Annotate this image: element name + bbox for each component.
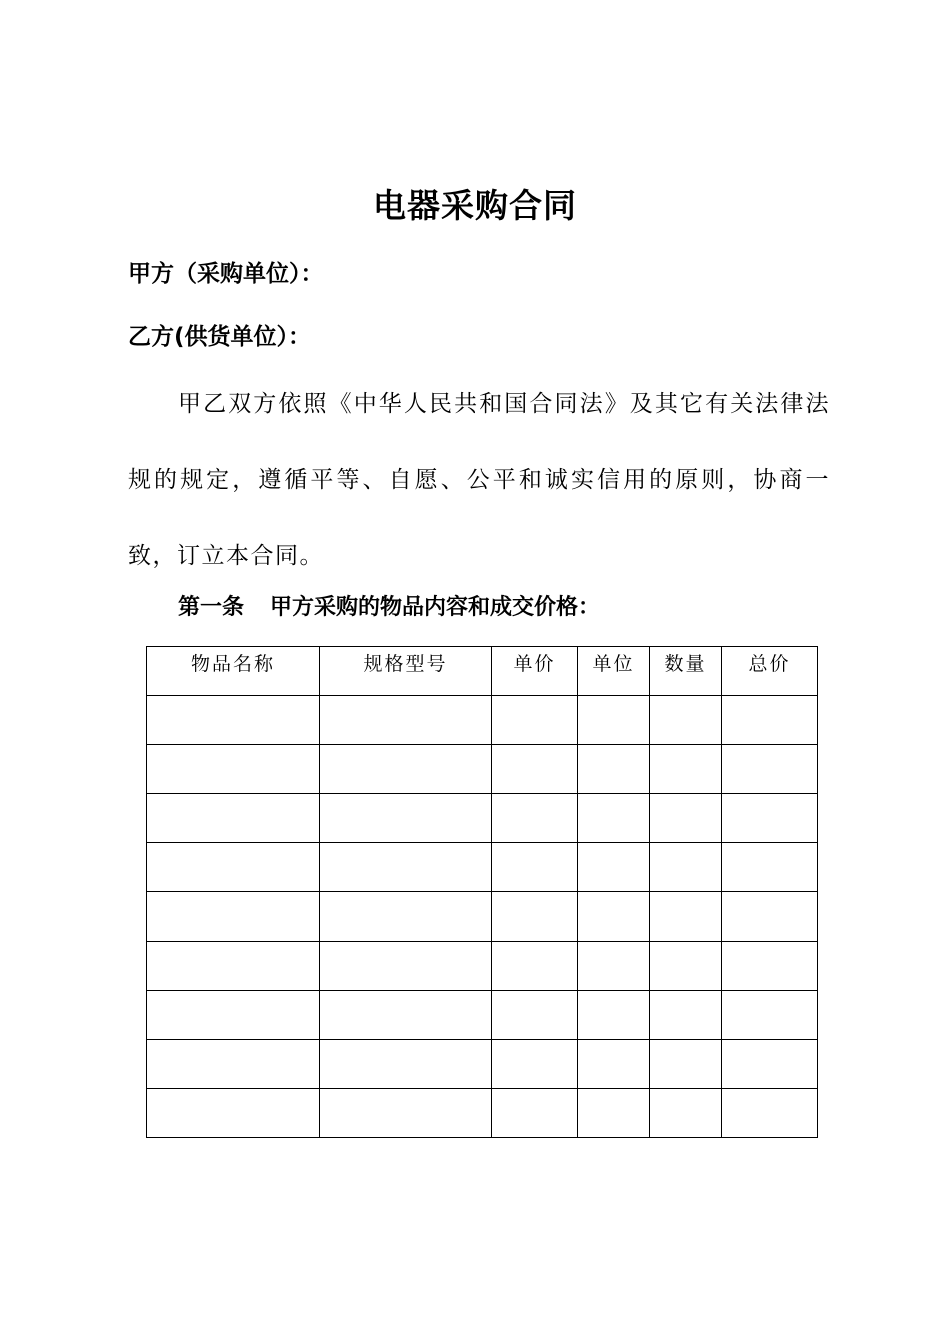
quantity-cell [650, 1088, 722, 1137]
spec-model-cell [320, 1039, 492, 1088]
total-price-cell [722, 1039, 818, 1088]
table-row [147, 843, 818, 892]
article-1-title: 甲方采购的物品内容和成交价格： [270, 595, 601, 620]
items-table [146, 646, 818, 1138]
unit-cell [578, 892, 650, 941]
quantity-cell [650, 941, 722, 990]
table-row [147, 941, 818, 990]
spec-model-cell [320, 990, 492, 1039]
quantity-cell [650, 745, 722, 794]
item-name-cell [147, 941, 320, 990]
total-price-cell [722, 794, 818, 843]
unit-price-cell [492, 892, 578, 941]
quantity-cell [650, 990, 722, 1039]
party-a-label: 甲方（采购单位）： [128, 261, 324, 287]
table-row [147, 990, 818, 1039]
item-name-cell [147, 990, 320, 1039]
item-name-cell [147, 745, 320, 794]
item-name-cell [147, 892, 320, 941]
total-price-cell [722, 892, 818, 941]
spec-model-cell [320, 745, 492, 794]
column-header-item-name: 物品名称 [147, 647, 320, 696]
unit-price-cell [492, 794, 578, 843]
table-row [147, 892, 818, 941]
spec-model-cell [320, 1088, 492, 1137]
column-header-quantity: 数量 [650, 647, 722, 696]
total-price-cell [722, 990, 818, 1039]
unit-cell [578, 794, 650, 843]
unit-cell [578, 990, 650, 1039]
quantity-cell [650, 1039, 722, 1088]
unit-price-cell [492, 1088, 578, 1137]
spec-model-cell [320, 892, 492, 941]
unit-cell [578, 1039, 650, 1088]
table-row [147, 745, 818, 794]
total-price-cell [722, 843, 818, 892]
column-header-unit-price: 单价 [492, 647, 578, 696]
item-name-cell [147, 696, 320, 745]
table-row [147, 1088, 818, 1137]
spec-model-cell [320, 843, 492, 892]
item-name-cell [147, 1088, 320, 1137]
total-price-cell [722, 745, 818, 794]
intro-paragraph: 甲乙双方依照《中华人民共和国合同法》及其它有关法律法规的规定，遵循平等、自愿、公平和诚实信用的原则，协商一致，订立本合同。 [128, 391, 830, 569]
item-name-cell [147, 843, 320, 892]
article-1-number: 第一条 [178, 595, 245, 620]
spec-model-cell [320, 794, 492, 843]
spec-model-cell [320, 941, 492, 990]
party-b-label: 乙方(供货单位）： [128, 324, 312, 350]
unit-cell [578, 1088, 650, 1137]
table-row [147, 1039, 818, 1088]
quantity-cell [650, 892, 722, 941]
total-price-cell [722, 1088, 818, 1137]
quantity-cell [650, 843, 722, 892]
total-price-cell [722, 696, 818, 745]
spec-model-cell [320, 696, 492, 745]
unit-price-cell [492, 745, 578, 794]
unit-price-cell [492, 696, 578, 745]
unit-price-cell [492, 941, 578, 990]
unit-price-cell [492, 990, 578, 1039]
column-header-unit: 单位 [578, 647, 650, 696]
unit-price-cell [492, 1039, 578, 1088]
unit-cell [578, 745, 650, 794]
unit-cell [578, 941, 650, 990]
total-price-cell [722, 941, 818, 990]
quantity-cell [650, 696, 722, 745]
item-name-cell [147, 1039, 320, 1088]
items-table-body [147, 696, 818, 1138]
unit-cell [578, 696, 650, 745]
table-row [147, 696, 818, 745]
column-header-spec-model: 规格型号 [320, 647, 492, 696]
unit-price-cell [492, 843, 578, 892]
table-header-row [147, 647, 818, 696]
item-name-cell [147, 794, 320, 843]
document-title: 电器采购合同 [373, 186, 577, 225]
quantity-cell [650, 794, 722, 843]
unit-cell [578, 843, 650, 892]
table-row [147, 794, 818, 843]
column-header-total-price: 总价 [722, 647, 818, 696]
article-1-heading [178, 590, 600, 621]
